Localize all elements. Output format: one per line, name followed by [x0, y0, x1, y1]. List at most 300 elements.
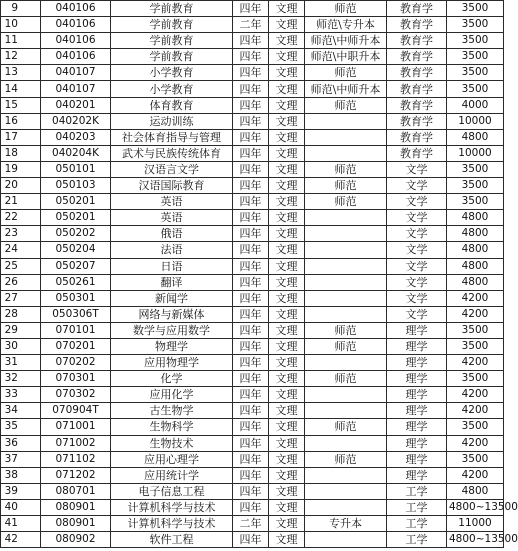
discipline-cell: 理学: [387, 355, 447, 371]
major-name-cell: 英语: [111, 210, 233, 226]
note-cell: [305, 355, 387, 371]
discipline-cell: 教育学: [387, 81, 447, 97]
discipline-cell: 教育学: [387, 33, 447, 49]
tuition-cell: 4200: [447, 387, 504, 403]
tuition-cell: 10000: [447, 145, 504, 161]
major-name-cell: 法语: [111, 242, 233, 258]
tuition-cell: 3500: [447, 81, 504, 97]
major-name-cell: 学前教育: [111, 49, 233, 65]
table-row: [1, 161, 504, 177]
major-code-cell: 050202: [41, 226, 111, 242]
row-index-cell: 13: [1, 65, 41, 81]
row-index-cell: 33: [1, 387, 41, 403]
row-index-cell: 35: [1, 419, 41, 435]
table-row: [1, 435, 504, 451]
discipline-cell: 工学: [387, 516, 447, 532]
note-cell: [305, 483, 387, 499]
note-cell: 师范: [305, 65, 387, 81]
category-cell: 文理: [269, 355, 305, 371]
duration-cell: 四年: [233, 49, 269, 65]
note-cell: 师范: [305, 161, 387, 177]
table-row: [1, 17, 504, 33]
row-index-cell: 29: [1, 322, 41, 338]
note-cell: [305, 387, 387, 403]
duration-cell: 四年: [233, 97, 269, 113]
table-row: [1, 338, 504, 354]
duration-cell: 四年: [233, 338, 269, 354]
table-row: [1, 290, 504, 306]
duration-cell: 四年: [233, 290, 269, 306]
table-row: [1, 387, 504, 403]
category-cell: 文理: [269, 210, 305, 226]
duration-cell: 二年: [233, 17, 269, 33]
duration-cell: 四年: [233, 129, 269, 145]
table-body: [1, 1, 518, 548]
major-name-cell: 小学教育: [111, 65, 233, 81]
major-name-cell: 武术与民族传统体育: [111, 145, 233, 161]
note-cell: [305, 532, 387, 548]
discipline-cell: 文学: [387, 290, 447, 306]
major-code-cell: 080701: [41, 483, 111, 499]
table-row: [1, 145, 504, 161]
row-index-cell: 17: [1, 129, 41, 145]
major-code-cell: 040106: [41, 49, 111, 65]
discipline-cell: 理学: [387, 322, 447, 338]
tuition-cell: 4200: [447, 306, 504, 322]
table-row: [1, 467, 504, 483]
discipline-cell: 工学: [387, 499, 447, 515]
category-cell: 文理: [269, 338, 305, 354]
major-code-cell: 050306T: [41, 306, 111, 322]
major-name-cell: 应用物理学: [111, 355, 233, 371]
duration-cell: 四年: [233, 33, 269, 49]
note-cell: 师范: [305, 194, 387, 210]
major-code-cell: 040203: [41, 129, 111, 145]
note-cell: 师范\中师升本: [305, 81, 387, 97]
tuition-cell: 11000: [447, 516, 504, 532]
tuition-cell: 4200: [447, 403, 504, 419]
major-code-cell: 040107: [41, 81, 111, 97]
discipline-cell: 文学: [387, 210, 447, 226]
duration-cell: 四年: [233, 226, 269, 242]
major-code-cell: 040106: [41, 1, 111, 17]
tuition-cell: 4800: [447, 483, 504, 499]
table-row: [1, 322, 504, 338]
discipline-cell: 理学: [387, 419, 447, 435]
discipline-cell: 工学: [387, 532, 447, 548]
major-name-cell: 英语: [111, 194, 233, 210]
major-name-cell: 生物科学: [111, 419, 233, 435]
duration-cell: 四年: [233, 483, 269, 499]
note-cell: [305, 435, 387, 451]
major-name-cell: 化学: [111, 371, 233, 387]
major-name-cell: 社会体育指导与管理: [111, 129, 233, 145]
tuition-cell: 4200: [447, 355, 504, 371]
row-index-cell: 38: [1, 467, 41, 483]
category-cell: 文理: [269, 371, 305, 387]
tuition-cell: 4200: [447, 290, 504, 306]
major-name-cell: 古生物学: [111, 403, 233, 419]
major-code-cell: 040106: [41, 33, 111, 49]
note-cell: 师范: [305, 178, 387, 194]
major-code-cell: 080902: [41, 532, 111, 548]
category-cell: 文理: [269, 1, 305, 17]
major-code-cell: 070904T: [41, 403, 111, 419]
duration-cell: 四年: [233, 242, 269, 258]
row-index-cell: 32: [1, 371, 41, 387]
category-cell: 文理: [269, 81, 305, 97]
table-row: [1, 532, 504, 548]
tuition-cell: 3500: [447, 419, 504, 435]
major-code-cell: 040201: [41, 97, 111, 113]
note-cell: [305, 274, 387, 290]
duration-cell: 四年: [233, 194, 269, 210]
duration-cell: 四年: [233, 355, 269, 371]
category-cell: 文理: [269, 419, 305, 435]
major-code-cell: 040107: [41, 65, 111, 81]
major-name-cell: 计算机科学与技术: [111, 499, 233, 515]
row-index-cell: 34: [1, 403, 41, 419]
table-row: [1, 33, 504, 49]
duration-cell: 四年: [233, 1, 269, 17]
category-cell: 文理: [269, 467, 305, 483]
note-cell: [305, 242, 387, 258]
discipline-cell: 教育学: [387, 129, 447, 145]
table-row: [1, 451, 504, 467]
tuition-cell: 3500: [447, 161, 504, 177]
duration-cell: 四年: [233, 258, 269, 274]
major-code-cell: 070101: [41, 322, 111, 338]
row-index-cell: 25: [1, 258, 41, 274]
category-cell: 文理: [269, 483, 305, 499]
major-name-cell: 物理学: [111, 338, 233, 354]
discipline-cell: 理学: [387, 338, 447, 354]
note-cell: 师范: [305, 419, 387, 435]
discipline-cell: 理学: [387, 371, 447, 387]
major-code-cell: 050301: [41, 290, 111, 306]
major-code-cell: 040204K: [41, 145, 111, 161]
major-code-cell: 070201: [41, 338, 111, 354]
duration-cell: 四年: [233, 274, 269, 290]
duration-cell: 四年: [233, 403, 269, 419]
duration-cell: 四年: [233, 161, 269, 177]
category-cell: 文理: [269, 516, 305, 532]
table-row: [1, 49, 504, 65]
tuition-cell: 4800: [447, 129, 504, 145]
row-index-cell: 14: [1, 81, 41, 97]
table-row: [1, 403, 504, 419]
table-row: [1, 65, 504, 81]
tuition-cell: 10000: [447, 113, 504, 129]
row-index-cell: 24: [1, 242, 41, 258]
duration-cell: 四年: [233, 65, 269, 81]
major-name-cell: 软件工程: [111, 532, 233, 548]
major-code-cell: 070301: [41, 371, 111, 387]
category-cell: 文理: [269, 97, 305, 113]
row-index-cell: 39: [1, 483, 41, 499]
table-row: [1, 226, 504, 242]
table-row: [1, 483, 504, 499]
tuition-cell: 4800: [447, 210, 504, 226]
category-cell: 文理: [269, 129, 305, 145]
tuition-cell: 4800: [447, 258, 504, 274]
category-cell: 文理: [269, 161, 305, 177]
table-row: [1, 355, 504, 371]
row-index-cell: 21: [1, 194, 41, 210]
table-row: [1, 97, 504, 113]
table-row: [1, 1, 504, 17]
discipline-cell: 文学: [387, 306, 447, 322]
discipline-cell: 文学: [387, 161, 447, 177]
major-name-cell: 学前教育: [111, 33, 233, 49]
category-cell: 文理: [269, 451, 305, 467]
major-name-cell: 应用心理学: [111, 451, 233, 467]
duration-cell: 四年: [233, 210, 269, 226]
note-cell: 师范: [305, 1, 387, 17]
category-cell: 文理: [269, 33, 305, 49]
tuition-cell: 3500: [447, 371, 504, 387]
discipline-cell: 教育学: [387, 97, 447, 113]
note-cell: [305, 306, 387, 322]
row-index-cell: 30: [1, 338, 41, 354]
row-index-cell: 19: [1, 161, 41, 177]
major-name-cell: 体育教育: [111, 97, 233, 113]
major-code-cell: 050201: [41, 194, 111, 210]
table-row: [1, 81, 504, 97]
table-row: [1, 306, 504, 322]
major-name-cell: 小学教育: [111, 81, 233, 97]
category-cell: 文理: [269, 322, 305, 338]
duration-cell: 四年: [233, 81, 269, 97]
major-code-cell: 050261: [41, 274, 111, 290]
major-code-cell: 071202: [41, 467, 111, 483]
table-row: [1, 419, 504, 435]
category-cell: 文理: [269, 290, 305, 306]
discipline-cell: 文学: [387, 274, 447, 290]
table-row: [1, 258, 504, 274]
discipline-cell: 教育学: [387, 49, 447, 65]
tuition-cell: 3500: [447, 338, 504, 354]
tuition-cell: 3500: [447, 17, 504, 33]
major-code-cell: 080901: [41, 499, 111, 515]
discipline-cell: 文学: [387, 226, 447, 242]
table-row: [1, 129, 504, 145]
tuition-cell: 4200: [447, 435, 504, 451]
table-row: [1, 113, 504, 129]
major-name-cell: 网络与新媒体: [111, 306, 233, 322]
discipline-cell: 理学: [387, 451, 447, 467]
tuition-cell: 3500: [447, 322, 504, 338]
tuition-cell: 4800~13500: [447, 499, 504, 515]
row-index-cell: 22: [1, 210, 41, 226]
discipline-cell: 教育学: [387, 145, 447, 161]
major-code-cell: 070202: [41, 355, 111, 371]
tuition-cell: 3500: [447, 194, 504, 210]
category-cell: 文理: [269, 49, 305, 65]
tuition-cell: 4800~13500: [447, 532, 504, 548]
category-cell: 文理: [269, 242, 305, 258]
table-row: [1, 274, 504, 290]
major-code-cell: 050201: [41, 210, 111, 226]
discipline-cell: 教育学: [387, 65, 447, 81]
category-cell: 文理: [269, 113, 305, 129]
row-index-cell: 28: [1, 306, 41, 322]
category-cell: 文理: [269, 499, 305, 515]
major-name-cell: 应用统计学: [111, 467, 233, 483]
major-name-cell: 汉语言文学: [111, 161, 233, 177]
major-name-cell: 生物技术: [111, 435, 233, 451]
note-cell: [305, 129, 387, 145]
category-cell: 文理: [269, 65, 305, 81]
discipline-cell: 理学: [387, 403, 447, 419]
row-index-cell: 15: [1, 97, 41, 113]
row-index-cell: 18: [1, 145, 41, 161]
major-name-cell: 数学与应用数学: [111, 322, 233, 338]
duration-cell: 四年: [233, 306, 269, 322]
tuition-cell: 4000: [447, 97, 504, 113]
discipline-cell: 文学: [387, 258, 447, 274]
major-name-cell: 学前教育: [111, 17, 233, 33]
discipline-cell: 文学: [387, 178, 447, 194]
row-index-cell: 9: [1, 1, 41, 17]
discipline-cell: 教育学: [387, 113, 447, 129]
category-cell: 文理: [269, 226, 305, 242]
duration-cell: 四年: [233, 419, 269, 435]
major-code-cell: 071001: [41, 419, 111, 435]
tuition-cell: 3500: [447, 49, 504, 65]
category-cell: 文理: [269, 145, 305, 161]
major-name-cell: 应用化学: [111, 387, 233, 403]
major-name-cell: 俄语: [111, 226, 233, 242]
major-name-cell: 翻译: [111, 274, 233, 290]
note-cell: 专升本: [305, 516, 387, 532]
table-row: [1, 516, 504, 532]
row-index-cell: 27: [1, 290, 41, 306]
duration-cell: 四年: [233, 322, 269, 338]
major-code-cell: 070302: [41, 387, 111, 403]
discipline-cell: 理学: [387, 387, 447, 403]
note-cell: 师范: [305, 451, 387, 467]
note-cell: 师范\专升本: [305, 17, 387, 33]
category-cell: 文理: [269, 17, 305, 33]
discipline-cell: 理学: [387, 467, 447, 483]
major-name-cell: 计算机科学与技术: [111, 516, 233, 532]
note-cell: [305, 290, 387, 306]
row-index-cell: 10: [1, 17, 41, 33]
discipline-cell: 教育学: [387, 1, 447, 17]
duration-cell: 四年: [233, 435, 269, 451]
note-cell: [305, 258, 387, 274]
tuition-cell: 4800: [447, 226, 504, 242]
row-index-cell: 23: [1, 226, 41, 242]
category-cell: 文理: [269, 435, 305, 451]
category-cell: 文理: [269, 178, 305, 194]
major-name-cell: 学前教育: [111, 1, 233, 17]
major-code-cell: 050101: [41, 161, 111, 177]
major-name-cell: 运动训练: [111, 113, 233, 129]
tuition-cell: 3500: [447, 65, 504, 81]
discipline-cell: 文学: [387, 242, 447, 258]
row-index-cell: 16: [1, 113, 41, 129]
category-cell: 文理: [269, 194, 305, 210]
major-code-cell: 050103: [41, 178, 111, 194]
table-row: [1, 178, 504, 194]
duration-cell: 四年: [233, 371, 269, 387]
row-index-cell: 41: [1, 516, 41, 532]
row-index-cell: 40: [1, 499, 41, 515]
discipline-cell: 教育学: [387, 17, 447, 33]
major-code-cell: 040202K: [41, 113, 111, 129]
duration-cell: 四年: [233, 499, 269, 515]
note-cell: 师范: [305, 371, 387, 387]
tuition-cell: 3500: [447, 178, 504, 194]
row-index-cell: 20: [1, 178, 41, 194]
note-cell: 师范: [305, 338, 387, 354]
major-name-cell: 新闻学: [111, 290, 233, 306]
major-code-cell: 080901: [41, 516, 111, 532]
table-row: [1, 499, 504, 515]
category-cell: 文理: [269, 403, 305, 419]
table-row: [1, 194, 504, 210]
tuition-cell: 3500: [447, 1, 504, 17]
discipline-cell: 工学: [387, 483, 447, 499]
duration-cell: 四年: [233, 387, 269, 403]
major-code-cell: 071102: [41, 451, 111, 467]
duration-cell: 四年: [233, 467, 269, 483]
duration-cell: 四年: [233, 113, 269, 129]
note-cell: [305, 467, 387, 483]
note-cell: 师范\中职升本: [305, 49, 387, 65]
duration-cell: 四年: [233, 532, 269, 548]
duration-cell: 四年: [233, 178, 269, 194]
discipline-cell: 理学: [387, 435, 447, 451]
duration-cell: 二年: [233, 516, 269, 532]
category-cell: 文理: [269, 274, 305, 290]
row-index-cell: 37: [1, 451, 41, 467]
duration-cell: 四年: [233, 451, 269, 467]
major-name-cell: 电子信息工程: [111, 483, 233, 499]
row-index-cell: 26: [1, 274, 41, 290]
row-index-cell: 31: [1, 355, 41, 371]
note-cell: [305, 113, 387, 129]
tuition-cell: 4200: [447, 467, 504, 483]
major-name-cell: 汉语国际教育: [111, 178, 233, 194]
note-cell: [305, 145, 387, 161]
table-row: [1, 371, 504, 387]
note-cell: [305, 499, 387, 515]
row-index-cell: 11: [1, 33, 41, 49]
duration-cell: 四年: [233, 145, 269, 161]
major-code-cell: 071002: [41, 435, 111, 451]
discipline-cell: 文学: [387, 194, 447, 210]
tuition-cell: 3500: [447, 33, 504, 49]
row-index-cell: 12: [1, 49, 41, 65]
note-cell: [305, 210, 387, 226]
major-code-cell: 050207: [41, 258, 111, 274]
category-cell: 文理: [269, 387, 305, 403]
category-cell: 文理: [269, 532, 305, 548]
category-cell: 文理: [269, 258, 305, 274]
row-index-cell: 42: [1, 532, 41, 548]
major-code-cell: 050204: [41, 242, 111, 258]
row-index-cell: 36: [1, 435, 41, 451]
tuition-cell: 4800: [447, 242, 504, 258]
note-cell: [305, 403, 387, 419]
table-row: [1, 210, 504, 226]
table-row: [1, 242, 504, 258]
note-cell: 师范: [305, 97, 387, 113]
tuition-cell: 4800: [447, 274, 504, 290]
